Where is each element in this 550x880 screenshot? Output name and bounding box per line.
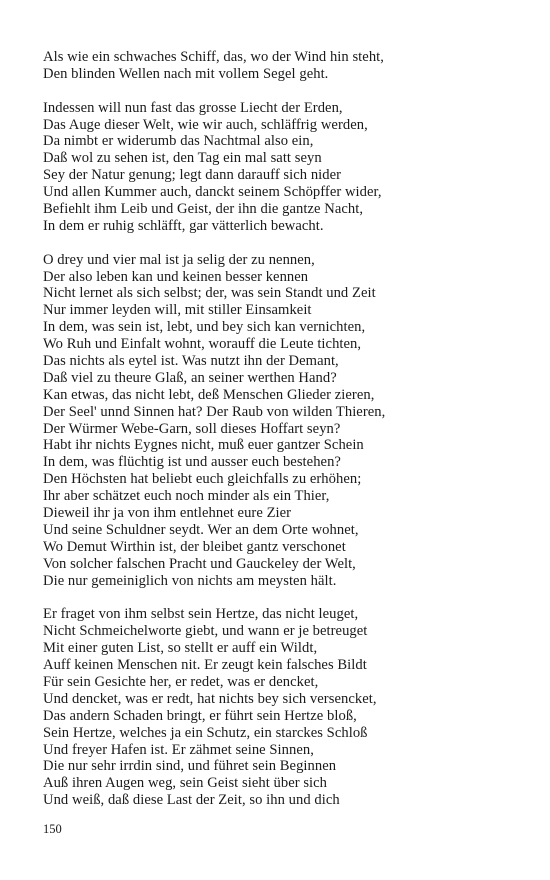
verse-line: Als wie ein schwaches Schiff, das, wo der Wind hin steht, bbox=[43, 49, 384, 65]
verse-line: Auff keinen Menschen nit. Er zeugt kein falsches Bildt bbox=[43, 657, 367, 674]
verse-line: In dem er ruhig schläfft, gar vätterlich bewacht. bbox=[43, 217, 324, 234]
verse-line: Ihr aber schätzet euch noch minder als ein Thier, bbox=[43, 488, 330, 505]
verse-line: Und dencket, was er redt, hat nichts bey sich versencket, bbox=[43, 690, 377, 707]
stanza bbox=[43, 49, 523, 83]
verse-line: Den Höchsten hat beliebt euch gleichfalls zu erhöhen; bbox=[43, 471, 362, 488]
verse-line: Und seine Schuldner seydt. Wer an dem Orte wohnet, bbox=[43, 521, 359, 538]
verse-line: Er fraget von ihm selbst sein Hertze, das nicht leuget, bbox=[43, 606, 359, 623]
verse-line: Sein Hertze, welches ja ein Schutz, ein starckes Schloß bbox=[43, 724, 368, 741]
verse-line: Das andern Schaden bringt, er führt sein Hertze bloß, bbox=[43, 707, 357, 724]
verse-line: In dem, was sein ist, lebt, und bey sich kan vernichten, bbox=[43, 319, 366, 336]
verse-line: Nicht lernet als sich selbst; der, was sein Standt und Zeit bbox=[43, 285, 376, 302]
verse-line: Mit einer guten List, so stellt er auff ein Wildt, bbox=[43, 640, 318, 657]
stanza bbox=[43, 100, 523, 235]
verse-line: Für sein Gesichte her, er redet, was er dencket, bbox=[43, 673, 319, 690]
stanza bbox=[43, 606, 523, 809]
verse-line: Daß wol zu sehen ist, den Tag ein mal satt seyn bbox=[43, 150, 322, 167]
verse-line: Da nimbt er widerumb das Nachtmal also ein, bbox=[43, 133, 314, 150]
verse-line: Daß viel zu theure Glaß, an seiner werthen Hand? bbox=[43, 369, 337, 386]
verse-line: Befiehlt ihm Leib und Geist, der ihn die gantze Nacht, bbox=[43, 201, 364, 218]
page-number: 150 bbox=[43, 822, 62, 836]
verse-line: Der Würmer Webe-Garn, soll dieses Hoffart seyn? bbox=[43, 420, 341, 437]
verse-line: Wo Ruh und Einfalt wohnt, worauff die Leute tichten, bbox=[43, 336, 362, 353]
verse-line: Die nur gemeiniglich von nichts am meysten hält. bbox=[43, 572, 337, 589]
verse-line: O drey und vier mal ist ja selig der zu nennen, bbox=[43, 251, 315, 268]
verse-line: Habt ihr nichts Eygnes nicht, muß euer gantzer Schein bbox=[43, 437, 364, 454]
verse-line: Der Seel' unnd Sinnen hat? Der Raub von wilden Thieren, bbox=[43, 403, 386, 420]
verse-line: Kan etwas, das nicht lebt, deß Menschen Glieder zieren, bbox=[43, 386, 375, 403]
verse-line: Sey der Natur genung; legt dann darauff sich nider bbox=[43, 167, 342, 184]
verse-line: Den blinden Wellen nach mit vollem Segel geht. bbox=[43, 65, 329, 82]
verse-line: Von solcher falschen Pracht und Gauckeley der Welt, bbox=[43, 555, 356, 572]
verse-line: Nicht Schmeichelworte giebt, und wann er je betreuget bbox=[43, 623, 368, 640]
stanza bbox=[43, 252, 523, 590]
verse-line: Das Auge dieser Welt, wie wir auch, schläffrig werden, bbox=[43, 116, 368, 133]
poem-text bbox=[43, 49, 523, 826]
verse-line: Und freyer Hafen ist. Er zähmet seine Sinnen, bbox=[43, 741, 314, 758]
verse-line: Wo Demut Wirthin ist, der bleibet gantz verschonet bbox=[43, 538, 346, 555]
verse-line: Auß ihren Augen weg, sein Geist sieht über sich bbox=[43, 775, 328, 792]
verse-line: Dieweil ihr ja von ihm entlehnet eure Zier bbox=[43, 505, 292, 522]
verse-line: Das nichts als eytel ist. Was nutzt ihn der Demant, bbox=[43, 353, 339, 370]
verse-line: Die nur sehr irrdin sind, und führet sein Beginnen bbox=[43, 758, 337, 775]
verse-line: In dem, was flüchtig ist und ausser euch bestehen? bbox=[43, 454, 341, 471]
verse-line: Und allen Kummer auch, danckt seinem Schöpffer wider, bbox=[43, 184, 382, 201]
verse-line: Und weiß, daß diese Last der Zeit, so ihn und dich bbox=[43, 792, 340, 809]
verse-line: Nur immer leyden will, mit stiller Einsamkeit bbox=[43, 302, 312, 319]
verse-line: Indessen will nun fast das grosse Liecht der Erden, bbox=[43, 99, 343, 116]
verse-line: Der also leben kan und keinen besser kennen bbox=[43, 268, 309, 285]
